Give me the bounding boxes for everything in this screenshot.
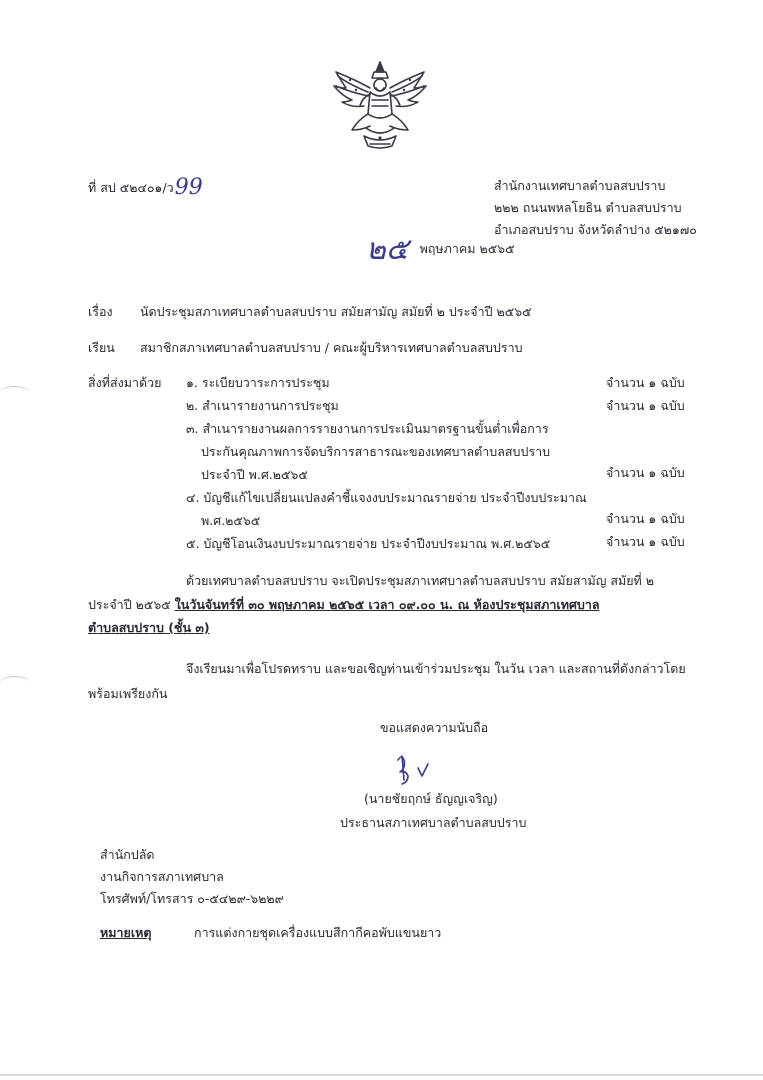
enclosure-count-4: จำนวน ๑ ฉบับ bbox=[606, 511, 685, 526]
enclosure-item-4-line-2: พ.ศ.๒๕๖๕ bbox=[201, 513, 261, 528]
enclosure-count-2: จำนวน ๑ ฉบับ bbox=[606, 398, 685, 413]
subject-text: นัดประชุมสภาเทศบาลตำบลสบปราบ สมัยสามัญ สมัยที่ ๒ ประจำปี ๒๕๖๕ bbox=[140, 304, 532, 319]
footer-phone: โทรศัพท์/โทรสาร ๐-๕๔๒๙-๖๒๒๙ bbox=[100, 891, 284, 906]
office-street: ๒๒๒ ถนนพหลโยธิน ตำบลสบปราบ bbox=[494, 200, 682, 215]
date-day-handwritten: ๒๕ bbox=[366, 232, 409, 267]
note-label: หมายเหตุ bbox=[100, 925, 152, 940]
reference-number-text: ที่ สป ๕๒๔๐๑/ว bbox=[88, 180, 174, 195]
subject-label: เรื่อง bbox=[88, 304, 113, 319]
body-paragraph-1-line-2 bbox=[88, 597, 600, 613]
enclosure-item-3: ๓. สำเนารายงานผลการรายงานการประเมินมาตรฐานขั้นต่ำเพื่อการ bbox=[186, 421, 549, 436]
reference-number-handwritten: 99 bbox=[174, 175, 203, 200]
body-year-text: ประจำปี ๒๕๖๕ bbox=[88, 597, 175, 612]
enclosure-item-3-line-3: ประจำปี พ.ศ.๒๕๖๕ bbox=[201, 467, 308, 482]
enclosure-item-1: ๑. ระเบียบวาระการประชุม bbox=[186, 375, 330, 390]
meeting-datetime-text: ในวันจันทร์ที่ ๓๐ พฤษภาคม ๒๕๖๕ เวลา ๐๙.๐๐ น. ณ ห้องประชุมสภาเทศบาล bbox=[174, 597, 600, 612]
letter-date bbox=[366, 234, 515, 266]
office-address bbox=[494, 175, 697, 241]
signature-mark bbox=[388, 752, 434, 786]
recipient-label: เรียน bbox=[88, 340, 115, 355]
garuda-emblem-icon bbox=[330, 58, 430, 154]
punch-hole-mark bbox=[0, 676, 30, 689]
signer-position: ประธานสภาเทศบาลตำบลสบปราบ bbox=[340, 815, 527, 830]
body-paragraph-2-line-1: จึงเรียนมาเพื่อโปรดทราบ และขอเชิญท่านเข้าร่วมประชุม ในวัน เวลา และสถานที่ดังกล่าวโดย bbox=[186, 661, 686, 676]
enclosure-item-3-line-2: ประกันคุณภาพการจัดบริการสาธารณะของเทศบาลตำบลสบปราบ bbox=[201, 444, 551, 459]
punch-hole-mark bbox=[0, 386, 30, 399]
recipient-text: สมาชิกสภาเทศบาลตำบลสบปราบ / คณะผู้บริหารเทศบาลตำบลสบปราบ bbox=[140, 340, 523, 355]
note-text: การแต่งกายชุดเครื่องแบบสีกากีคอพับแขนยาว bbox=[194, 925, 442, 940]
enclosure-count-3: จำนวน ๑ ฉบับ bbox=[606, 465, 685, 480]
closing-regards: ขอแสดงความนับถือ bbox=[380, 720, 489, 735]
footer-section: งานกิจการสภาเทศบาล bbox=[100, 869, 224, 884]
meeting-location-text: ตำบลสบปราบ (ชั้น ๓) bbox=[88, 620, 210, 635]
enclosure-count-1: จำนวน ๑ ฉบับ bbox=[606, 375, 685, 390]
office-district: อำเภอสบปราบ จังหวัดลำปาง ๕๒๑๗๐ bbox=[494, 222, 697, 237]
enclosure-item-5: ๕. บัญชีโอนเงินงบประมาณรายจ่าย ประจำปีงบประมาณ พ.ศ.๒๕๖๕ bbox=[186, 536, 551, 551]
subject-line bbox=[88, 304, 532, 320]
enclosure-count-5: จำนวน ๑ ฉบับ bbox=[606, 534, 685, 549]
body-paragraph-2-line-2: พร้อมเพรียงกัน bbox=[88, 686, 168, 701]
page-bottom-edge bbox=[0, 1074, 763, 1076]
signer-name: (นายชัยฤกษ์ ธัญญเจริญ) bbox=[364, 791, 498, 806]
date-month-year: พฤษภาคม ๒๕๖๕ bbox=[419, 241, 515, 256]
recipient-line bbox=[88, 340, 523, 356]
body-paragraph-1-line-1: ด้วยเทศบาลตำบลสบปราบ จะเปิดประชุมสภาเทศบาลตำบลสบปราบ สมัยสามัญ สมัยที่ ๒ bbox=[186, 573, 655, 588]
footer-contact bbox=[100, 844, 284, 910]
enclosures-label: สิ่งที่ส่งมาด้วย bbox=[88, 375, 162, 390]
note-line bbox=[100, 925, 441, 941]
reference-number bbox=[88, 175, 203, 200]
enclosure-item-4: ๔. บัญชีแก้ไขเปลี่ยนแปลงคำชี้แจงงบประมาณรายจ่าย ประจำปีงบประมาณ bbox=[186, 490, 587, 505]
office-name: สำนักงานเทศบาลตำบลสบปราบ bbox=[494, 178, 666, 193]
enclosure-item-2: ๒. สำเนารายงานการประชุม bbox=[186, 398, 339, 413]
footer-department: สำนักปลัด bbox=[100, 847, 155, 862]
